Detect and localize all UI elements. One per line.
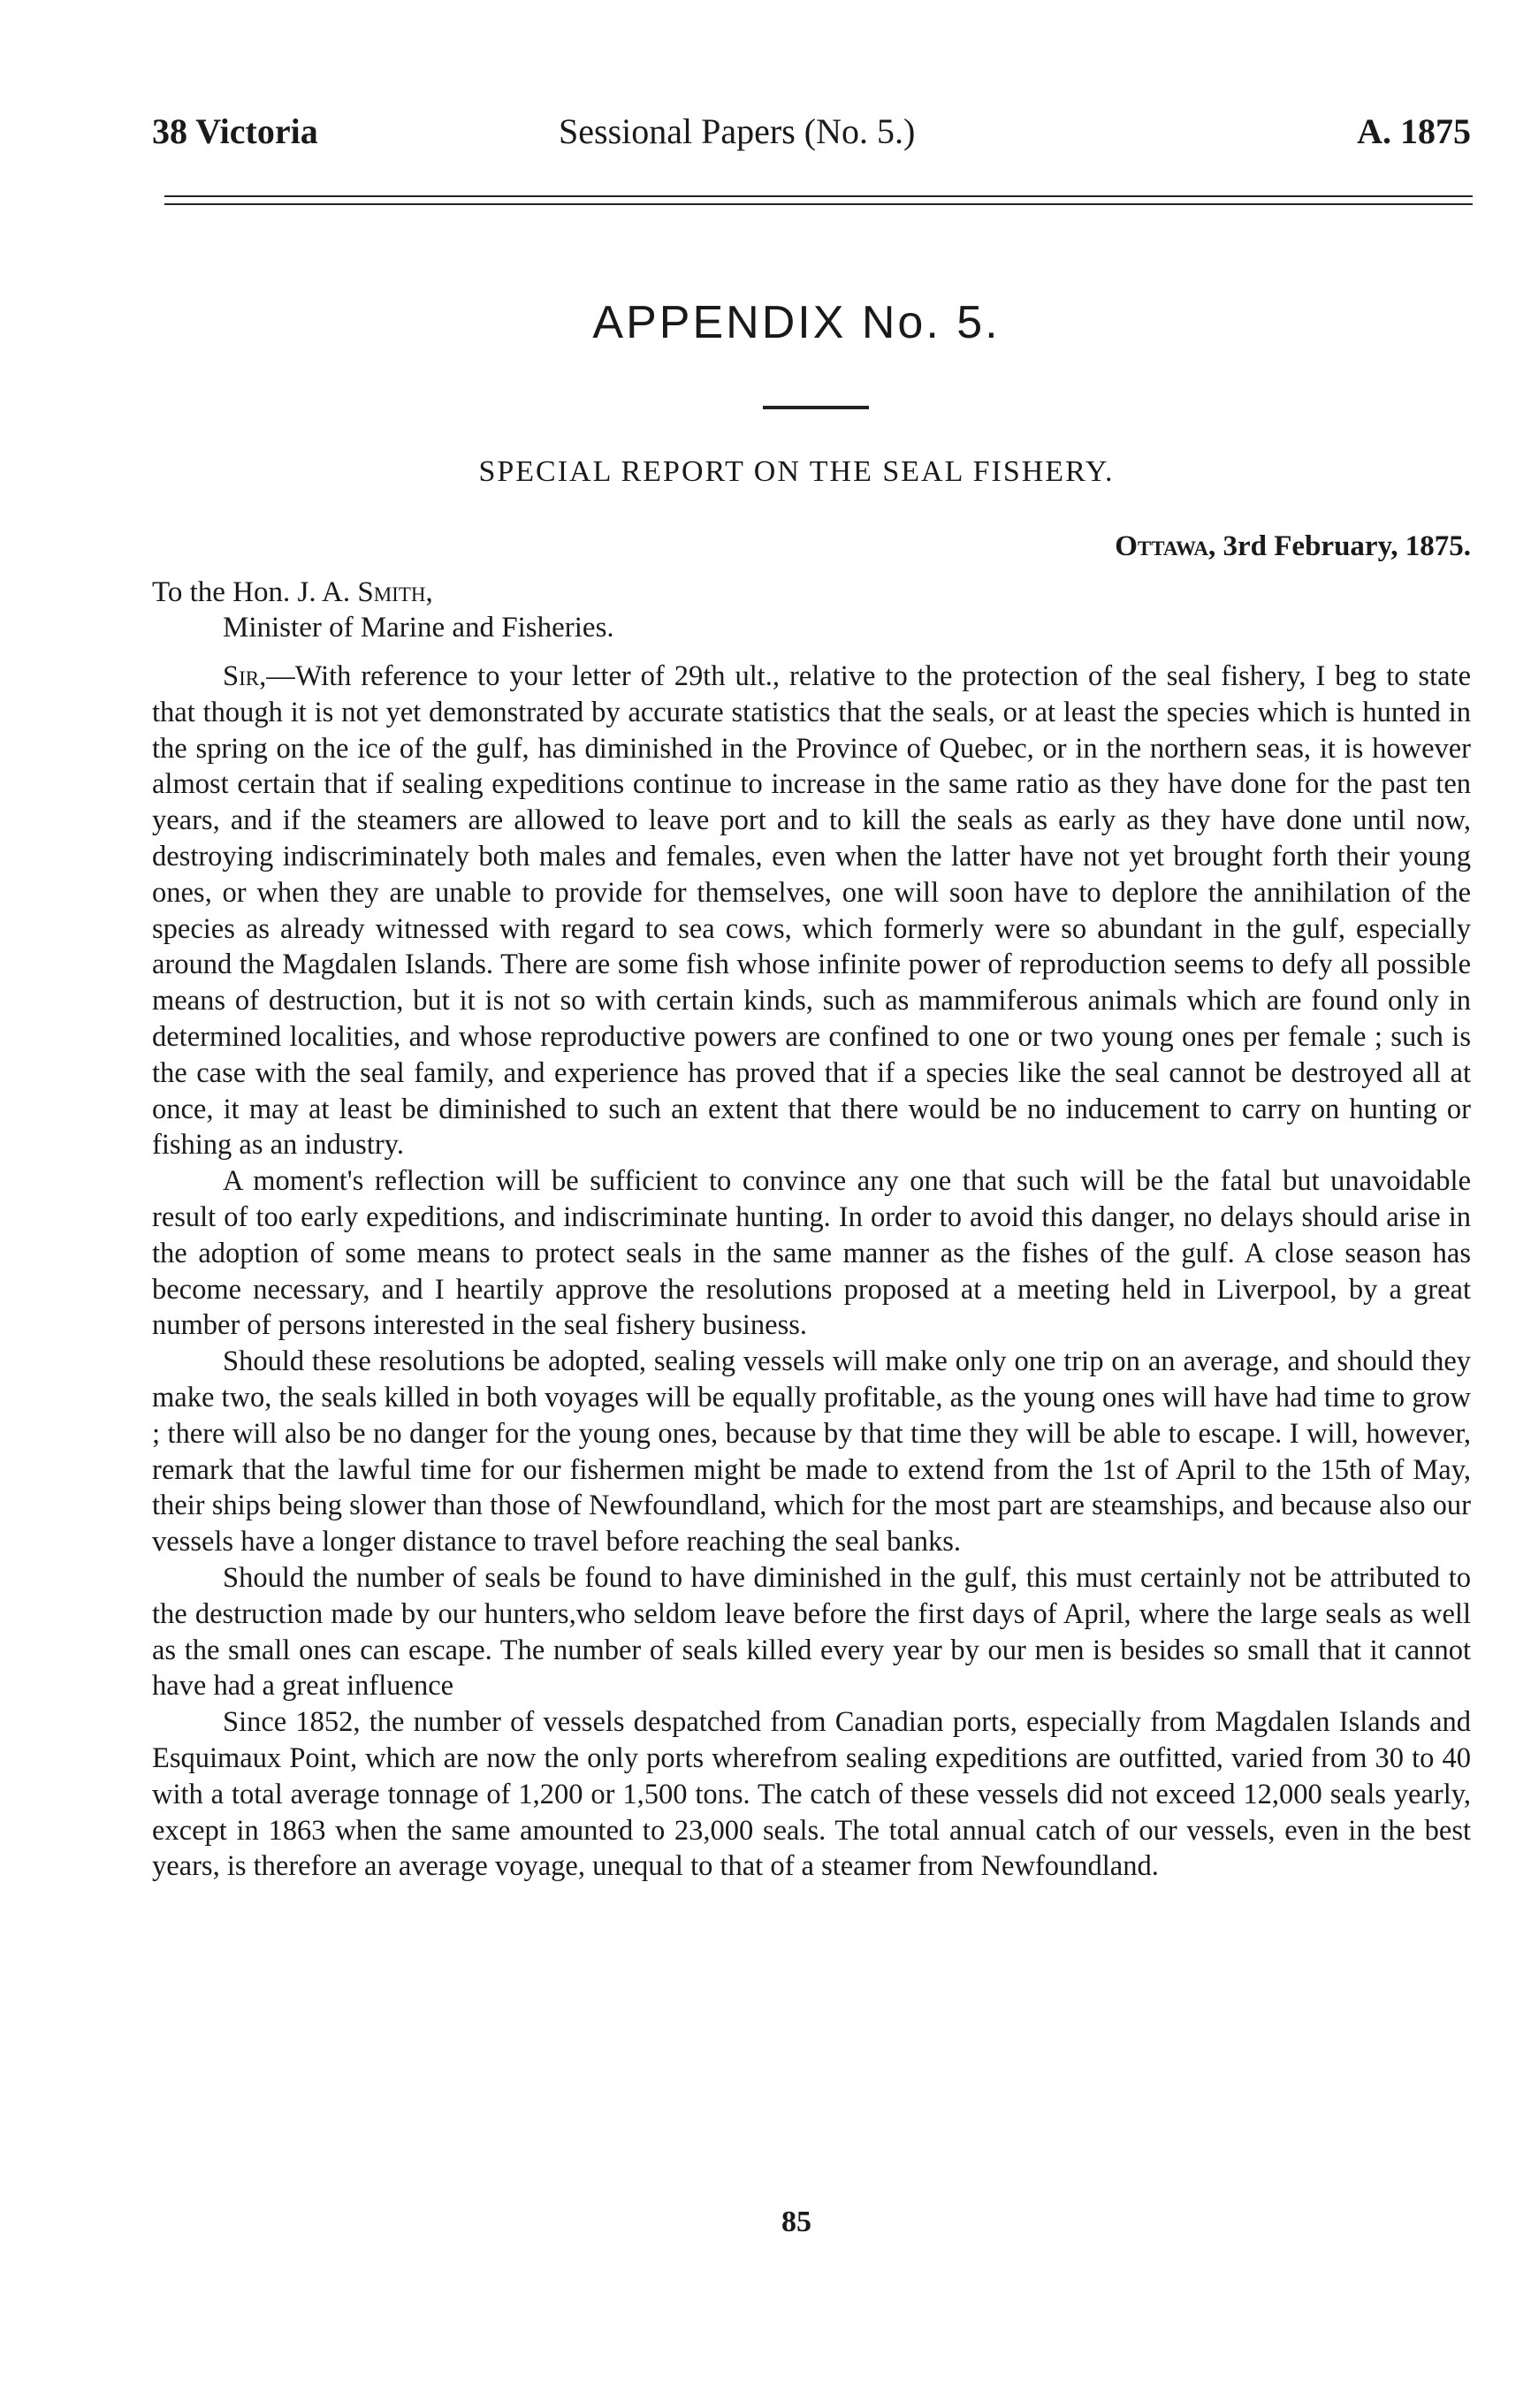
paragraph-1 (152, 659, 1471, 1163)
dateline-place: Ottawa (1115, 530, 1209, 562)
addressee-name: J. A. Smith, (297, 576, 433, 608)
salutation: Sir, (223, 660, 267, 692)
page-number: 85 (781, 2206, 811, 2238)
addressee-block (152, 575, 614, 645)
session-label: 38 Victoria (152, 111, 318, 151)
paragraph-5: Since 1852, the number of vessels despatched from Canadian ports, especially from Magdalen Islands and Esquimaux Point, which are now the only ports wherefrom sealing expeditions are outfitted, varied from 30 to 40 with a total average tonnage of 1,200 or 1,500 tons. The catch of these vessels did not exceed 12,000 seals yearly, except in 1863 when the same amounted to 23,000 seals. The total annual catch of our vessels, even in the best years, is therefore an average voyage, unequal to that of a steamer from Newfoundland. (152, 1706, 1471, 1883)
dateline-date: , 3rd February, 1875. (1208, 530, 1471, 562)
addressee-prefix: To the Hon. (152, 576, 298, 608)
appendix-title: APPENDIX No. 5. (592, 297, 1001, 348)
paragraph-2: A moment's reflection will be sufficient to convince any one that such will be the fatal but unavoidable result of too early expeditions, and indiscriminate hunting. In order to avoid this danger, no delays should arise in the adoption of some means to protect seals in the same manner as the fishes of the gulf. A close season has become necessary, and I heartily approve the resolutions proposed at a meeting held in Liverpool, by a great number of persons interested in the seal fishery business. (152, 1165, 1471, 1342)
addressee-title: Minister of Marine and Fisheries. (223, 612, 614, 644)
dateline (1115, 530, 1471, 563)
paragraph-1-text: —With reference to your letter of 29th ult., relative to the protection of the seal fishery, I beg to state that though it is not yet demonstrated by accurate statistics that the seals, or at least the species which is hunted in the spring on the ice of the gulf, has diminished in the Province of Quebec, or in the northern seas, it is however almost certain that if sealing expeditions continue to increase in the same ratio as they have done for the past ten years, and if the steamers are allowed to leave port and to kill the seals as early as they have done until now, destroying indiscriminately both males and females, even when the latter have not yet brought forth their young ones, or when they are unable to provide for themselves, one will soon have to deplore the annihilation of the species as already witnessed with regard to sea cows, which formerly were so abundant in the gulf, especially around the Magdalen Islands. There are some fish whose infinite power of reproduction seems to defy all possible means of destruction, but it is not so with certain kinds, such as mammiferous animals which are found only in determined localities, and whose reproductive powers are confined to one or two young ones per female ; such is the case with the seal family, and experience has proved that if a species like the seal cannot be destroyed all at once, it may at least be diminished to such an extent that there would be no inducement to carry on hunting or fishing as an industry. (152, 660, 1471, 1162)
year-label: A. 1875 (1357, 111, 1471, 151)
sessional-papers-label: Sessional Papers (No. 5.) (559, 111, 916, 151)
running-head (152, 110, 1471, 164)
addressee-line (152, 575, 614, 610)
paragraph-4: Should the number of seals be found to have diminished in the gulf, this must certainly not be attributed to the destruction made by our hunters,who seldom leave before the first days of April, where the large seals as well as the small ones can escape. The number of seals killed every year by our men is besides so small that it cannot have had a great influence (152, 1561, 1471, 1703)
report-title: SPECIAL REPORT ON THE SEAL FISHERY. (478, 455, 1115, 488)
letter-body (152, 659, 1471, 1885)
paragraph-3: Should these resolutions be adopted, sealing vessels will make only one trip on an average, and should they make two, the seals killed in both voyages will be equally profitable, as the young ones will have had time to grow ; there will also be no danger for the young ones, because by that time they will be able to escape. I will, however, remark that the lawful time for our fishermen might be made to extend from the 1st of April to the 15th of May, their ships being slower than those of Newfoundland, which for the most part are steamships, and because also our vessels have a longer distance to travel before reaching the seal banks. (152, 1345, 1471, 1558)
header-double-rule (164, 195, 1473, 205)
title-rule (763, 406, 869, 409)
